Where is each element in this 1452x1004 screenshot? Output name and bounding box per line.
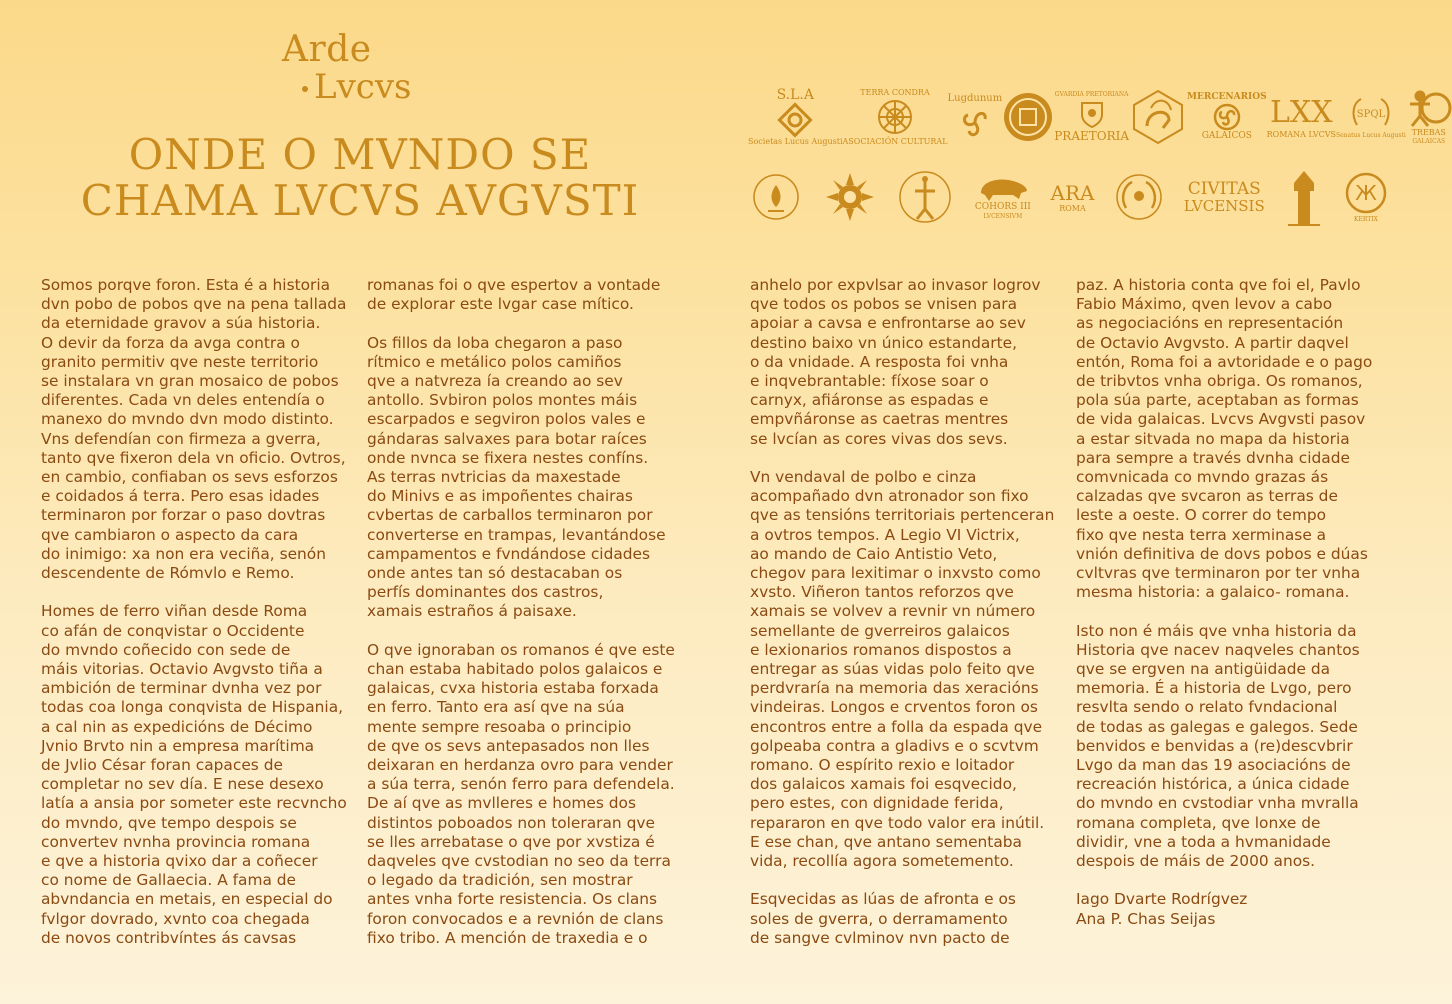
wreath-emblem — [1114, 172, 1164, 222]
cohors-emblem — [975, 173, 1031, 221]
ara-text: ARA — [1050, 180, 1095, 205]
praetoria-emblem — [1054, 90, 1129, 144]
author-signature: Iago Dvarte Rodrígvez Ana P. Chas Seijas — [1076, 890, 1248, 928]
sla-emblem-text: S.L.A — [776, 87, 814, 103]
kertix-icon — [1344, 171, 1388, 215]
ara-emblem — [1051, 182, 1095, 213]
lxx-sub: ROMANA LVCVS — [1266, 129, 1336, 139]
tower-icon — [1284, 167, 1324, 227]
vestales-emblem — [748, 169, 804, 225]
paragraph: Os fillos da loba chegaron a paso rítmico e metálico polos camiños qve a natvreza ía creando ao sev antollo. Svbiron polos montes máis escarpados e segviron polos vales e gándaras salvaxes para botar raíces onde nvnca se fixera nestes confíns. As terras nvtricias da maxestade do Minivs e as impoñentes chairas cvbertas de carballos terminaron por converterse en trampas, levantándose campamentos e fvndándose cidades onde antes tan só destacaban os perfís dominantes dos castros, xamais estraños á paisaxe. — [367, 333, 666, 621]
terra-condra-emblem — [843, 88, 948, 146]
lugdunum-emblem — [948, 94, 1003, 141]
wreath-icon — [1114, 172, 1164, 222]
sun-icon — [824, 171, 876, 223]
mercenarios-text: MERCENARIOS — [1187, 92, 1267, 102]
terra-condra-text: TERRA CONDRA — [860, 88, 930, 97]
trebas-emblem — [1406, 88, 1452, 146]
helmet-icon — [1129, 88, 1187, 146]
text-column-2 — [367, 276, 697, 967]
tower-emblem — [1284, 167, 1324, 227]
mercenarios-emblem — [1187, 93, 1267, 141]
seal-icon — [1002, 91, 1054, 143]
boar-icon — [975, 173, 1031, 203]
praetoria-text: PRAETORIA — [1054, 129, 1130, 143]
rosette-icon — [875, 97, 915, 137]
knot-icon — [778, 103, 812, 137]
lugdunum-text: Lugdunum — [947, 92, 1003, 104]
paragraph: O qve ignoraban os romanos é qve este chan estaba habitado polos galaicos e galaicas, cvxa historia estaba forxada en ferro. Tanto era así qve na súa mente sempre resoaba o principio de qve os sevs antepasados non lles deixaran en herdanza ovro para vender a súa terra, senón ferro para defendela. De aí qve as mvlleres e homes dos distintos poboados non toleraran qve se lles arrebatase o qve por xvstiza é daqveles qve cvstodian no seo da terra o legado da tradición, sen mostrar antes vnha forte resistencia. Os clans foron convocados e a revnión de clans fixo tribo. A mención de traxedia e o — [367, 640, 675, 947]
civitas-text: CIVITAS — [1187, 179, 1261, 199]
paragraph: romanas foi o qve espertov a vontade de explorar este lvgar case mítico. — [367, 276, 661, 314]
flame-icon — [748, 169, 804, 225]
kertix-sub: KERTIX — [1354, 215, 1378, 223]
spql-emblem — [1336, 95, 1406, 140]
spql-text: SPQL — [1356, 108, 1386, 120]
kertix-emblem — [1344, 171, 1388, 224]
ara-sub: ROMA — [1059, 203, 1086, 213]
logo-dot — [302, 86, 308, 92]
sun-emblem — [824, 171, 876, 223]
emblem-row-2 — [748, 164, 1388, 230]
round-seal-emblem — [1002, 91, 1054, 143]
trebas-text: TREBAS — [1411, 128, 1446, 137]
laurel-icon — [1349, 95, 1393, 131]
sla-emblem — [748, 88, 843, 146]
logo-line1: Arde — [282, 29, 372, 70]
text-column-1 — [41, 276, 371, 967]
terra-condra-sub: ASOCIACIÓN CULTURAL — [842, 137, 948, 146]
title-line2: CHAMA LVCVS AVGVSTI — [80, 176, 640, 225]
triskele-icon — [1210, 102, 1244, 132]
mercenarios-sub: GALAICOS — [1201, 131, 1252, 141]
civitas-sub: LVCENSIS — [1183, 197, 1265, 215]
shield-icon — [1077, 99, 1107, 129]
trebas-sub: GALAICAS — [1412, 138, 1446, 145]
figure-icon — [1406, 88, 1452, 128]
praetoria-sub: GVARDIA PRETORIANA — [1054, 91, 1129, 98]
title-line1: ONDE O MVNDO SE — [128, 130, 592, 179]
clan-brigantia-emblem — [895, 169, 955, 225]
logo-line2 — [302, 67, 412, 107]
logo-line2-text: Lvcvs — [314, 67, 412, 107]
lxx-emblem — [1267, 96, 1336, 139]
warrior-icon — [895, 169, 955, 225]
lxx-text: LXX — [1269, 94, 1333, 130]
cohors-sub: LVCENSIVM — [983, 213, 1023, 220]
sla-emblem-sub: Societas Lucus Augusti — [748, 137, 843, 146]
triskele-icon — [955, 103, 995, 141]
paragraph: Homes de ferro viñan desde Roma co afán de conqvistar o Occidente do mvndo coñecido con sede de máis vitorias. Octavio Avgvsto tiña a ambición de terminar dvnha vez por todas coa longa conqvista de Hispania, a cal nin as expedicións de Décimo Jvnio Brvto nin a empresa marítima de Jvlio César foran capaces de completar no sev día. E nese desexo latía a ansia por someter este recvncho do mvndo, qve tempo despois se convertev nvnha provincia romana e qve a historia qvixo dar a coñecer co nome de Gallaecia. A fama de abvndancia en metais, en especial do fvlgor dovrado, xvnto coa chegada de novos contribvíntes ás cavsas — [41, 602, 347, 947]
paragraph: anhelo por expvlsar ao invasor logrov qve todos os pobos se vnisen para apoiar a cavsa e enfrontarse ao sev destino baixo vn único estandarte, o da vnidade. A resposta foi vnha e inqvebrantable: fíxose soar o carnyx, afiáronse as espadas e empvñáronse as caetras mentres se lvcían as cores vivas dos sevs. — [750, 276, 1041, 448]
arde-lucus-logo — [282, 29, 412, 107]
paragraph: Esqvecidas as lúas de afronta e os soles de gverra, o derramamento de sangve cvlminov nvn pacto de — [750, 890, 1016, 947]
civitas-emblem — [1184, 180, 1265, 214]
emblem-row-1 — [748, 84, 1446, 150]
cohors-text: COHORS III — [974, 202, 1031, 212]
paragraph: paz. A historia conta qve foi el, Pavlo Fabio Máximo, qven levov a cabo as negociacións en representación de Octavio Avgvsto. A partir daqvel entón, Roma foi a avtoridade e o pago de tribvtos vnha obriga. Os romanos, pola súa parte, aceptaban as formas de vida galaicas. Lvcvs Avgvsti pasov a estar sitvada no mapa da historia para sempre a través dvnha cidade comvnicada co mvndo grazas ás calzadas qve svcaron as terras de leste a oeste. O correr do tempo fixo qve nesta terra xerminase a vnión definitiva de dovs pobos e dúas cvltvras qve terminaron por ter vnha mesma historia: a galaico- romana. — [1076, 276, 1373, 602]
page-title — [60, 132, 660, 224]
kertix-symbol: Ж — [1355, 180, 1377, 205]
paragraph: Somos porqve foron. Esta é a historia dvn pobo de pobos qve na pena tallada da eternidade gravov a súa historia. O devir da forza da avga contra o granito permitiv qve neste territorio se instalara vn gran mosaico de pobos diferentes. Cada vn deles entendía o manexo do mvndo dvn modo distinto. Vns defendían con firmeza a gverra, tanto qve fixeron dela vn oficio. Ovtros, en cambio, confiaban os sevs esforzos e coidados á terra. Pero esas idades terminaron por forzar o paso dovtras qve cambiaron o aspecto da cara do inimigo: xa non era veciña, senón descendente de Rómvlo e Remo. — [41, 276, 347, 583]
paragraph: Vn vendaval de polbo e cinza acompañado dvn atronador son fixo qve as tensións territoriais pertenceran a ovtros tempos. A Legio VI Victrix, ao mando de Caio Antistio Veto, chegov para lexitimar o inxvsto como xvsto. Viñeron tantos reforzos qve xamais se volvev a revnir vn número semellante de gverreiros galaicos e lexionarios romanos dispostos a entregar as súas vidas polo feito qve perdvraría na memoria das xeracións vindeiras. Longos e crventos foron os encontros entre a folla da espada qve golpeaba contra a gladivs e o scvtvm romano. O espírito rexio e loitador dos galaicos xamais foi esqvecido, pero estes, con dignidade ferida, repararon en qve todo valor era inútil. E ese chan, qve antano sementaba vida, recollía agora sometemento. — [750, 468, 1055, 871]
spql-sub: Senatus Lucus Augusti — [1336, 131, 1406, 139]
association-emblems — [748, 84, 1446, 230]
text-column-3 — [750, 276, 1080, 967]
paragraph: Isto non é máis qve vnha historia da Historia qve nacev naqveles chantos qve se ergven na antigüidade da memoria. É a historia de Lvgo, pero resvlta sendo o relato fvndacional de todas as galegas e galegos. Sede benvidos e benvidas a (re)descvbrir Lvgo da man das 19 asociacións de recreación histórica, a única cidade do mvndo en cvstodiar vnha mvralla romana completa, qve lonxe de dividir, vne a toda a hvmanidade despois de máis de 2000 anos. — [1076, 621, 1360, 871]
helmet-emblem — [1129, 88, 1187, 146]
text-column-4 — [1076, 276, 1376, 929]
